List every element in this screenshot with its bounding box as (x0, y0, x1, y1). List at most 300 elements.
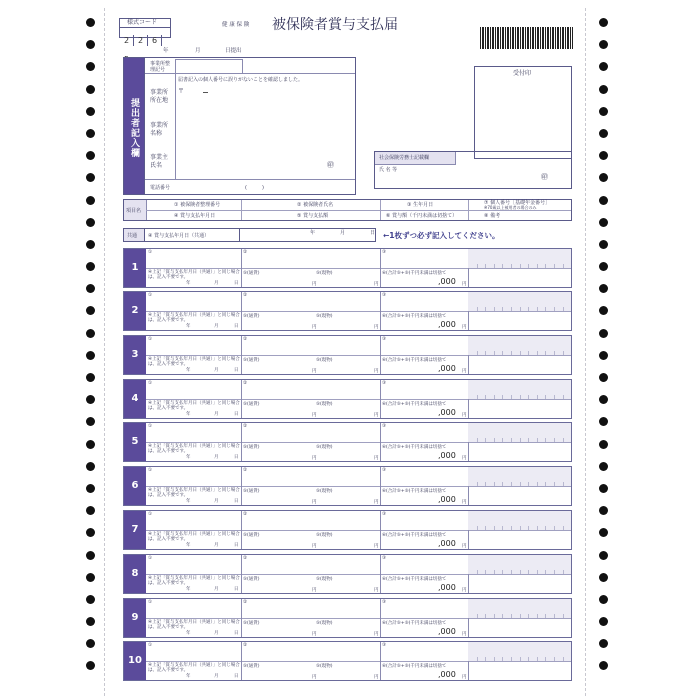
ruler-tick (477, 570, 478, 574)
ruler-tick (545, 657, 546, 661)
ruler-tick (563, 438, 564, 442)
feed-hole (86, 395, 95, 404)
row-total-amount: ,000 (438, 539, 456, 548)
ruler-tick (554, 657, 555, 661)
feed-hole (86, 129, 95, 138)
address-label: 事業所所在地 (150, 89, 169, 104)
ruler-tick (511, 614, 512, 618)
ruler-tick (485, 657, 486, 661)
personal-number-field[interactable] (468, 599, 571, 618)
row-day-label: 日 (234, 281, 239, 286)
receipt-label: 受付印 (513, 70, 532, 77)
row-currency-yen: 円 (312, 282, 317, 287)
row-currency-label: ⑤(通貨) (243, 358, 260, 363)
header-col2: ② 被保険者氏名 (297, 202, 334, 208)
row-year-label: 年 (186, 543, 191, 548)
phone-divider (145, 179, 355, 180)
feed-hole (86, 85, 95, 94)
row-currency-label: ⑤(通貨) (243, 489, 260, 494)
feed-hole (599, 484, 608, 493)
employee-row[interactable] (123, 466, 572, 506)
form-code-digit: 6 (148, 35, 162, 46)
common-label-cell (123, 228, 145, 242)
row-day-label: 日 (234, 543, 239, 548)
row-col-divider (380, 467, 381, 505)
row-year-label: 年 (186, 324, 191, 329)
row-day-label: 日 (234, 587, 239, 592)
row-col-divider (380, 380, 381, 418)
row-marker-1: ① (148, 424, 153, 429)
row-col-divider (241, 336, 242, 374)
ruler-tick (537, 657, 538, 661)
row-currency-yen: 円 (312, 675, 317, 680)
ruler-tick (502, 482, 503, 486)
ruler-tick (485, 264, 486, 268)
ruler-tick (494, 657, 495, 661)
common-year-label: 年 (310, 230, 316, 236)
row-marker-1: ① (148, 643, 153, 648)
barcode (480, 27, 573, 49)
row-marker-3: ③ (382, 600, 387, 605)
ruler-tick (520, 264, 521, 268)
row-marker-3: ③ (382, 424, 387, 429)
ruler-tick (528, 307, 529, 311)
date-month-label: 月 (195, 48, 201, 54)
row-year-label: 年 (186, 455, 191, 460)
ruler-tick (520, 614, 521, 618)
ruler-tick (477, 526, 478, 530)
row-marker-3: ③ (382, 643, 387, 648)
ruler-tick (494, 482, 495, 486)
row-total-yen: 円 (462, 500, 467, 505)
ruler-tick (545, 570, 546, 574)
page-title: 被保険者賞与支払届 (272, 17, 398, 33)
ruler-tick (520, 570, 521, 574)
row-marker-2: ② (243, 293, 248, 298)
feed-hole (599, 151, 608, 160)
row-total-yen: 円 (462, 675, 467, 680)
owner-name-label: 事業主氏名 (150, 154, 169, 169)
row-day-label: 日 (234, 674, 239, 679)
submitter-section-label (123, 57, 145, 195)
row-year-label: 年 (186, 412, 191, 417)
ruler-tick (494, 570, 495, 574)
row-marker-3: ③ (382, 556, 387, 561)
row-currency-label: ⑤(通貨) (243, 271, 260, 276)
row-month-label: 月 (214, 412, 219, 417)
ruler-tick (494, 351, 495, 355)
feed-hole (599, 639, 608, 648)
feed-hole (599, 173, 608, 182)
row-year-label: 年 (186, 674, 191, 679)
phone-label: 電話番号 (150, 185, 171, 191)
ruler-tick (554, 526, 555, 530)
row-month-label: 月 (214, 587, 219, 592)
employee-row[interactable] (123, 248, 572, 288)
common-day-label: 日 (370, 230, 376, 236)
seal-mark: ㊞ (327, 161, 334, 169)
row-col-divider (380, 336, 381, 374)
row-same-date-note: ④上記「賞与支払年月日（共通）」と同じ場合は、記入不要です。 (148, 576, 240, 586)
row-col-divider (241, 249, 242, 287)
personal-number-field[interactable] (468, 292, 571, 311)
date-day-label: 日提出 (225, 48, 242, 54)
ruler-tick (485, 395, 486, 399)
feed-hole (599, 40, 608, 49)
ruler-tick (477, 614, 478, 618)
row-marker-1: ① (148, 337, 153, 342)
header-col5: ④ 賞与支払年月日 (174, 213, 216, 219)
ruler-tick (520, 482, 521, 486)
header-col-divider (468, 200, 469, 220)
row-marker-2: ② (243, 424, 248, 429)
feed-hole (599, 661, 608, 670)
row-midline (146, 661, 571, 662)
ruler-tick (563, 614, 564, 618)
row-year-label: 年 (186, 281, 191, 286)
ruler-tick (502, 526, 503, 530)
row-col-divider (241, 599, 242, 637)
row-day-label: 日 (234, 324, 239, 329)
row-marker-3: ③ (382, 381, 387, 386)
feed-hole (86, 595, 95, 604)
ruler-tick (528, 482, 529, 486)
feed-hole (599, 528, 608, 537)
row-marker-3: ③ (382, 293, 387, 298)
ruler-tick (563, 307, 564, 311)
ruler-tick (485, 307, 486, 311)
feed-hole (599, 262, 608, 271)
personal-number-field[interactable] (468, 555, 571, 574)
row-marker-2: ② (243, 600, 248, 605)
feed-hole (599, 107, 608, 116)
office-name-label: 事業所名称 (150, 122, 169, 137)
postal-dash (203, 92, 208, 93)
row-total-yen: 円 (462, 413, 467, 418)
ruler-tick (485, 526, 486, 530)
ruler-tick (537, 570, 538, 574)
row-currency-label: ⑤(通貨) (243, 621, 260, 626)
ruler-tick (537, 395, 538, 399)
ruler-tick (477, 657, 478, 661)
ruler-tick (563, 351, 564, 355)
row-total-yen: 円 (462, 588, 467, 593)
receipt-stamp-box (474, 66, 572, 159)
office-number-label: 事業所整理記号 (150, 61, 171, 73)
row-marker-2: ② (243, 381, 248, 386)
right-feed-holes (596, 18, 610, 684)
ruler-tick (502, 351, 503, 355)
ruler-tick (528, 526, 529, 530)
row-month-label: 月 (214, 543, 219, 548)
feed-hole (86, 528, 95, 537)
row-currency-label: ⑤(通貨) (243, 445, 260, 450)
ruler-tick (520, 307, 521, 311)
employee-row[interactable] (123, 510, 572, 550)
row-total-amount: ,000 (438, 277, 456, 286)
header-col7: ⑥ 賞与額（千円未満は切捨て） (386, 213, 458, 219)
row-year-label: 年 (186, 631, 191, 636)
feed-hole (86, 329, 95, 338)
submitter-section-text: 提出者記入欄 (129, 98, 139, 158)
personal-number-field[interactable] (468, 380, 571, 399)
personal-number-field[interactable] (468, 467, 571, 486)
feed-hole (599, 85, 608, 94)
ruler-tick (537, 438, 538, 442)
row-total-amount: ,000 (438, 320, 456, 329)
left-feed-holes (83, 18, 97, 684)
employee-row[interactable] (123, 422, 572, 462)
item-name-label: 項目名 (126, 208, 142, 214)
row-month-label: 月 (214, 674, 219, 679)
ruler-tick (485, 438, 486, 442)
row-col-divider (241, 423, 242, 461)
feed-hole (86, 240, 95, 249)
ruler-tick (502, 657, 503, 661)
feed-hole (599, 129, 608, 138)
row-marker-2: ② (243, 337, 248, 342)
office-number-field[interactable] (175, 59, 243, 74)
row-goods-label: ⑤(現物) (316, 358, 333, 363)
ruler-tick (537, 482, 538, 486)
row-col-divider (380, 249, 381, 287)
feed-hole (599, 462, 608, 471)
ruler-tick (502, 395, 503, 399)
row-midline (146, 399, 571, 400)
ruler-tick (563, 395, 564, 399)
sharoushi-name-label: 氏 名 等 (379, 167, 398, 173)
ruler-tick (545, 307, 546, 311)
ruler-tick (477, 395, 478, 399)
row-col-divider (380, 642, 381, 680)
ruler-tick (554, 614, 555, 618)
ruler-tick (477, 307, 478, 311)
feed-hole (86, 639, 95, 648)
ruler-tick (502, 307, 503, 311)
row-number: 9 (124, 599, 146, 637)
row-total-label: ⑥(合計⑤+⑤)千円未満は切捨て (382, 271, 447, 276)
row-same-date-note: ④上記「賞与支払年月日（共通）」と同じ場合は、記入不要です。 (148, 357, 240, 367)
row-same-date-note: ④上記「賞与支払年月日（共通）」と同じ場合は、記入不要です。 (148, 488, 240, 498)
row-total-yen: 円 (462, 282, 467, 287)
ruler-tick (554, 307, 555, 311)
ruler-tick (528, 395, 529, 399)
row-month-label: 月 (214, 324, 219, 329)
feed-hole (86, 107, 95, 116)
row-number: 10 (124, 642, 146, 680)
row-col-divider (241, 380, 242, 418)
ruler-tick (511, 307, 512, 311)
row-total-amount: ,000 (438, 670, 456, 679)
ruler-tick (528, 657, 529, 661)
row-total-label: ⑥(合計⑤+⑤)千円未満は切捨て (382, 577, 447, 582)
postal-mark: 〒 (178, 88, 185, 95)
row-total-label: ⑥(合計⑤+⑤)千円未満は切捨て (382, 402, 447, 407)
row-goods-label: ⑤(現物) (316, 402, 333, 407)
row-year-label: 年 (186, 368, 191, 373)
employee-row[interactable] (123, 291, 572, 331)
feed-hole (86, 306, 95, 315)
ruler-tick (511, 482, 512, 486)
row-total-label: ⑥(合計⑤+⑤)千円未満は切捨て (382, 664, 447, 669)
common-instruction: ←1枚ずつ必ず記入してください。 (383, 231, 500, 240)
row-total-label: ⑥(合計⑤+⑤)千円未満は切捨て (382, 621, 447, 626)
row-goods-label: ⑤(現物) (316, 314, 333, 319)
ruler-tick (511, 351, 512, 355)
row-marker-2: ② (243, 468, 248, 473)
row-col-divider (380, 423, 381, 461)
row-total-amount: ,000 (438, 408, 456, 417)
ruler-tick (528, 351, 529, 355)
row-col-divider (241, 292, 242, 330)
ruler-tick (554, 351, 555, 355)
row-goods-label: ⑤(現物) (316, 445, 333, 450)
feed-hole (86, 18, 95, 27)
ruler-tick (502, 614, 503, 618)
ruler-tick (494, 307, 495, 311)
ruler-tick (554, 570, 555, 574)
row-total-amount: ,000 (438, 583, 456, 592)
ruler-tick (494, 614, 495, 618)
ruler-tick (502, 570, 503, 574)
row-total-label: ⑥(合計⑤+⑤)千円未満は切捨て (382, 358, 447, 363)
row-marker-3: ③ (382, 512, 387, 517)
feed-hole (599, 417, 608, 426)
ruler-tick (554, 264, 555, 268)
ruler-tick (545, 438, 546, 442)
ruler-tick (477, 482, 478, 486)
ruler-tick (485, 570, 486, 574)
feed-hole (86, 462, 95, 471)
feed-hole (599, 329, 608, 338)
row-total-label: ⑥(合計⑤+⑤)千円未満は切捨て (382, 489, 447, 494)
ruler-tick (545, 526, 546, 530)
row-total-yen: 円 (462, 325, 467, 330)
ruler-tick (545, 395, 546, 399)
personal-number-field[interactable] (468, 249, 571, 268)
row-marker-1: ① (148, 600, 153, 605)
employee-row[interactable] (123, 641, 572, 681)
feed-hole (86, 506, 95, 515)
form-code-digit: 2 (120, 35, 134, 46)
row-number: 8 (124, 555, 146, 593)
ruler-tick (511, 264, 512, 268)
feed-hole (599, 551, 608, 560)
row-number: 5 (124, 423, 146, 461)
feed-hole (599, 373, 608, 382)
row-currency-yen: 円 (312, 632, 317, 637)
row-month-label: 月 (214, 455, 219, 460)
row-marker-3: ③ (382, 337, 387, 342)
employee-row[interactable] (123, 379, 572, 419)
personal-number-field[interactable] (468, 642, 571, 661)
employee-row[interactable] (123, 598, 572, 638)
ruler-tick (537, 526, 538, 530)
row-year-label: 年 (186, 587, 191, 592)
row-day-label: 日 (234, 368, 239, 373)
ruler-tick (554, 395, 555, 399)
row-total-amount: ,000 (438, 495, 456, 504)
form-code-label: 様式コード (127, 19, 158, 26)
ruler-tick (537, 351, 538, 355)
row-day-label: 日 (234, 455, 239, 460)
confirm-note: 届書記入の個人番号に誤りがないことを確認しました。 (178, 77, 304, 83)
feed-hole (86, 262, 95, 271)
row-currency-label: ⑤(通貨) (243, 314, 260, 319)
common-date-input[interactable] (239, 228, 376, 242)
row-goods-yen: 円 (374, 456, 379, 461)
form-code-digit: 2 (134, 35, 148, 46)
row-goods-yen: 円 (374, 369, 379, 374)
row-same-date-note: ④上記「賞与支払年月日（共通）」と同じ場合は、記入不要です。 (148, 313, 240, 323)
ruler-tick (511, 657, 512, 661)
row-month-label: 月 (214, 368, 219, 373)
submitter-block (144, 57, 356, 195)
personal-number-field[interactable] (468, 423, 571, 442)
ruler-tick (528, 614, 529, 618)
ruler-tick (545, 614, 546, 618)
feed-hole (86, 173, 95, 182)
ruler-tick (528, 264, 529, 268)
row-midline (146, 574, 571, 575)
header-col-divider (380, 200, 381, 220)
row-number: 4 (124, 380, 146, 418)
row-goods-yen: 円 (374, 413, 379, 418)
row-marker-1: ① (148, 293, 153, 298)
row-month-label: 月 (214, 631, 219, 636)
ruler-tick (477, 351, 478, 355)
row-midline (146, 311, 571, 312)
feed-hole (86, 551, 95, 560)
row-total-label: ⑥(合計⑤+⑤)千円未満は切捨て (382, 533, 447, 538)
feed-hole (599, 595, 608, 604)
row-goods-yen: 円 (374, 500, 379, 505)
row-total-yen: 円 (462, 456, 467, 461)
header-col4-note: ※70歳以上被用者の場合のみ (484, 205, 537, 210)
ruler-tick (520, 395, 521, 399)
row-currency-yen: 円 (312, 325, 317, 330)
employee-row[interactable] (123, 335, 572, 375)
row-same-date-note: ④上記「賞与支払年月日（共通）」と同じ場合は、記入不要です。 (148, 270, 240, 280)
ruler-tick (545, 482, 546, 486)
row-midline (146, 530, 571, 531)
ruler-tick (563, 526, 564, 530)
ruler-tick (554, 438, 555, 442)
ruler-tick (563, 482, 564, 486)
employee-row[interactable] (123, 554, 572, 594)
row-currency-yen: 円 (312, 500, 317, 505)
personal-number-field[interactable] (468, 336, 571, 355)
personal-number-field[interactable] (468, 511, 571, 530)
common-field-label-cell (144, 228, 240, 242)
left-perforation (104, 8, 105, 696)
feed-hole (86, 284, 95, 293)
row-goods-yen: 円 (374, 588, 379, 593)
row-marker-1: ① (148, 468, 153, 473)
row-currency-label: ⑤(通貨) (243, 402, 260, 407)
row-same-date-note: ④上記「賞与支払年月日（共通）」と同じ場合は、記入不要です。 (148, 444, 240, 454)
ruler-tick (520, 526, 521, 530)
row-day-label: 日 (234, 412, 239, 417)
row-col-divider (241, 511, 242, 549)
ruler-tick (520, 351, 521, 355)
row-midline (146, 618, 571, 619)
row-currency-yen: 円 (312, 413, 317, 418)
ruler-tick (511, 438, 512, 442)
header-col4: ⑦ 個人番号［基礎年金番号］ (484, 200, 551, 206)
row-currency-yen: 円 (312, 544, 317, 549)
feed-hole (86, 351, 95, 360)
